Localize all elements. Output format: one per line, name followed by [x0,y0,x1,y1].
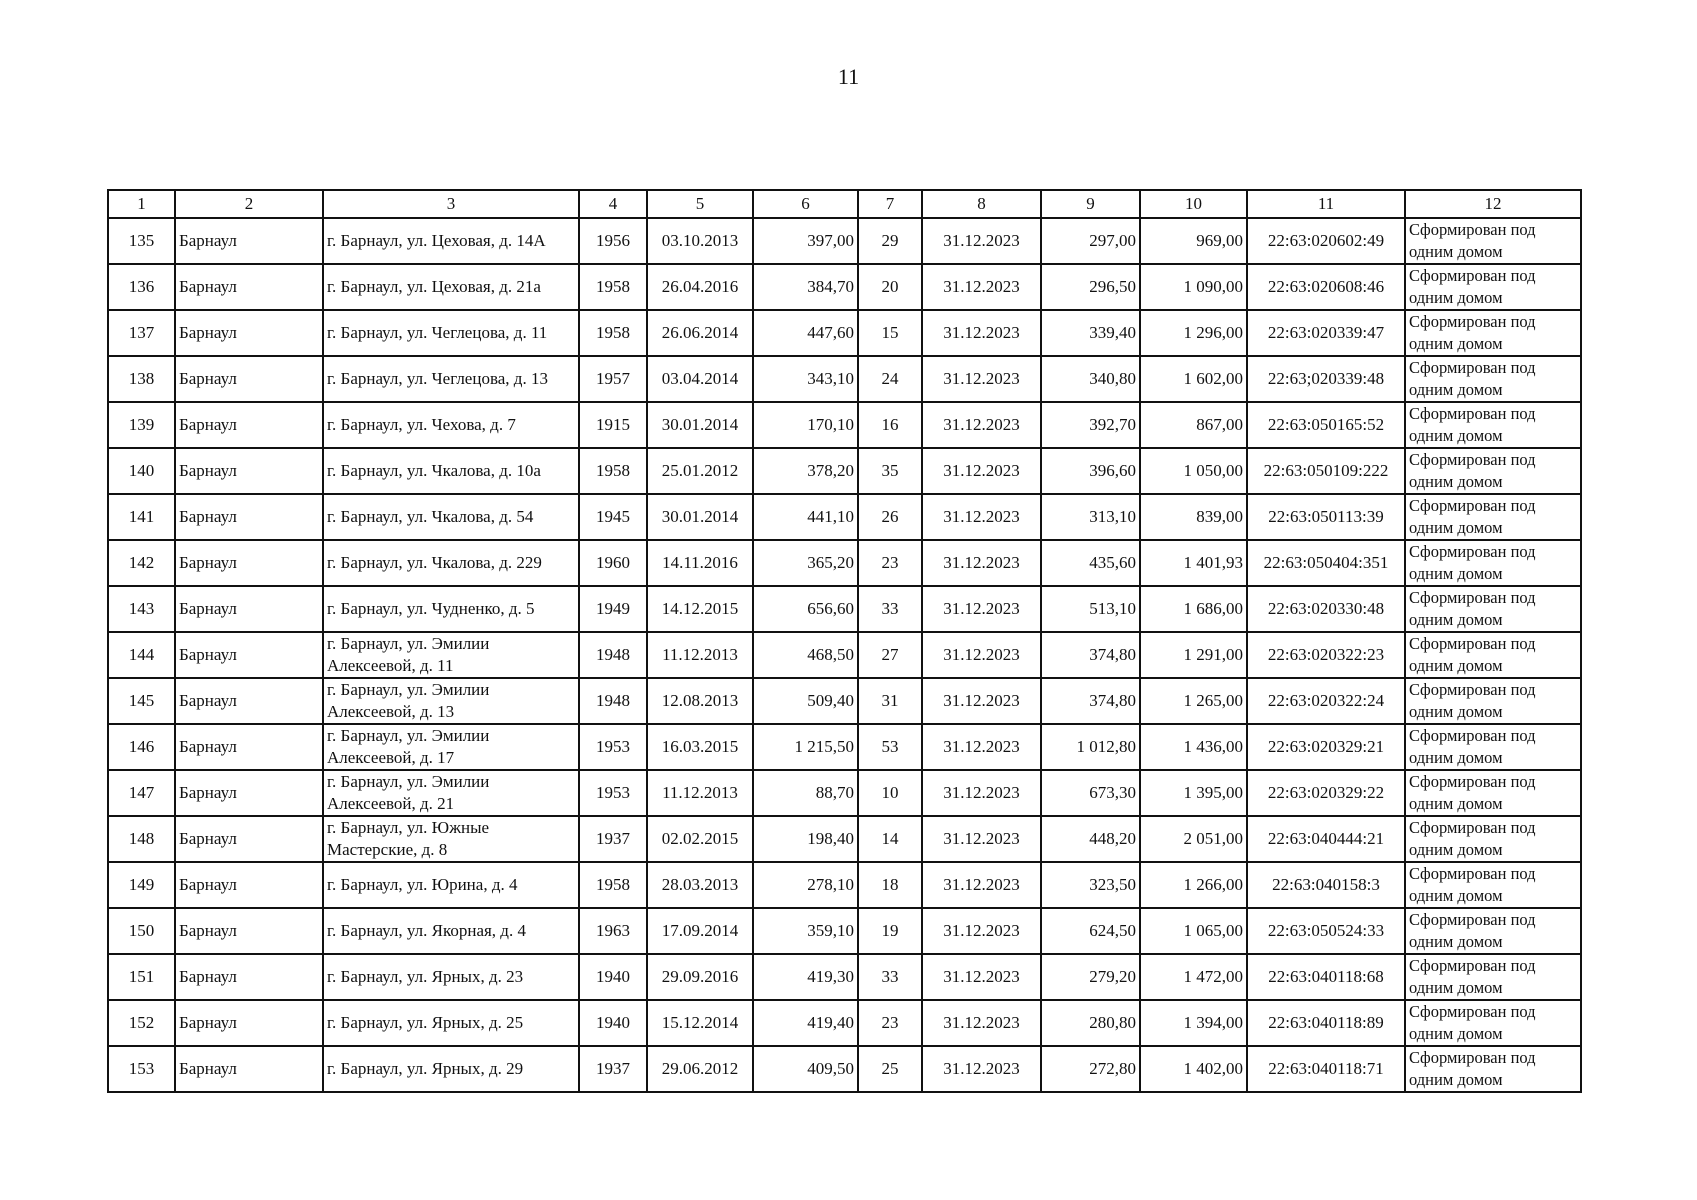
table-row [108,816,1581,862]
cell-year: 1957 [579,356,647,402]
cell-cadastral-number: 22:63:050165:52 [1247,402,1405,448]
cell-date: 29.09.2016 [647,954,753,1000]
cell-land-area: 1 436,00 [1140,724,1247,770]
cell-area: 384,70 [753,264,858,310]
cell-cadastral-number: 22:63:050524:33 [1247,908,1405,954]
table-row [108,678,1581,724]
cell-note: Сформирован под одним домом [1405,770,1581,816]
cell-year: 1915 [579,402,647,448]
table-row [108,356,1581,402]
cell-area: 365,20 [753,540,858,586]
table-row [108,586,1581,632]
cell-date: 12.08.2013 [647,678,753,724]
table-row [108,310,1581,356]
cell-note: Сформирован под одним домом [1405,586,1581,632]
cell-row-number: 143 [108,586,175,632]
cell-end-date: 31.12.2023 [922,218,1041,264]
header-row [108,190,1581,218]
cell-year: 1949 [579,586,647,632]
cell-address: г. Барнаул, ул. Чкалова, д. 10а [323,448,579,494]
cell-land-area: 1 602,00 [1140,356,1247,402]
cell-date: 14.12.2015 [647,586,753,632]
cell-city: Барнаул [175,678,323,724]
cell-end-date: 31.12.2023 [922,954,1041,1000]
cell-cadastral-number: 22:63:020322:24 [1247,678,1405,724]
cell-address: г. Барнаул, ул. Чеглецова, д. 13 [323,356,579,402]
cell-row-number: 137 [108,310,175,356]
cell-note: Сформирован под одним домом [1405,908,1581,954]
cell-cadastral-number: 22:63:040444:21 [1247,816,1405,862]
cell-year: 1958 [579,862,647,908]
cell-date: 26.04.2016 [647,264,753,310]
cell-area: 170,10 [753,402,858,448]
cell-year: 1960 [579,540,647,586]
cell-note: Сформирован под одним домом [1405,816,1581,862]
table-row [108,1046,1581,1092]
cell-address: г. Барнаул, ул. Эмилии Алексеевой, д. 21 [323,770,579,816]
cell-end-date: 31.12.2023 [922,1000,1041,1046]
cell-row-number: 144 [108,632,175,678]
cell-cadastral-number: 22:63:040158:3 [1247,862,1405,908]
cell-end-date: 31.12.2023 [922,816,1041,862]
cell-city: Барнаул [175,356,323,402]
cell-cadastral-number: 22:63:050404:351 [1247,540,1405,586]
cell-area-2: 297,00 [1041,218,1140,264]
cell-note: Сформирован под одним домом [1405,632,1581,678]
cell-city: Барнаул [175,448,323,494]
cell-date: 15.12.2014 [647,1000,753,1046]
cell-end-date: 31.12.2023 [922,310,1041,356]
table-row [108,724,1581,770]
table-row [108,862,1581,908]
cell-note: Сформирован под одним домом [1405,218,1581,264]
cell-land-area: 1 472,00 [1140,954,1247,1000]
cell-count: 15 [858,310,922,356]
cell-area: 468,50 [753,632,858,678]
cell-cadastral-number: 22:63:020608:46 [1247,264,1405,310]
cell-year: 1958 [579,310,647,356]
cell-area: 509,40 [753,678,858,724]
cell-note: Сформирован под одним домом [1405,448,1581,494]
cell-area-2: 323,50 [1041,862,1140,908]
cell-area-2: 392,70 [1041,402,1140,448]
cell-note: Сформирован под одним домом [1405,1000,1581,1046]
cell-note: Сформирован под одним домом [1405,862,1581,908]
cell-land-area: 1 266,00 [1140,862,1247,908]
cell-area-2: 448,20 [1041,816,1140,862]
cell-row-number: 149 [108,862,175,908]
cell-note: Сформирован под одним домом [1405,540,1581,586]
cell-end-date: 31.12.2023 [922,494,1041,540]
cell-city: Барнаул [175,264,323,310]
cell-count: 29 [858,218,922,264]
cell-land-area: 1 265,00 [1140,678,1247,724]
cell-count: 35 [858,448,922,494]
cell-count: 27 [858,632,922,678]
cell-count: 33 [858,954,922,1000]
cell-end-date: 31.12.2023 [922,1046,1041,1092]
cell-area: 419,40 [753,1000,858,1046]
cell-count: 33 [858,586,922,632]
cell-city: Барнаул [175,862,323,908]
cell-land-area: 867,00 [1140,402,1247,448]
cell-land-area: 1 402,00 [1140,1046,1247,1092]
cell-date: 03.04.2014 [647,356,753,402]
cell-area-2: 280,80 [1041,1000,1140,1046]
cell-year: 1937 [579,1046,647,1092]
cell-address: г. Барнаул, ул. Эмилии Алексеевой, д. 11 [323,632,579,678]
cell-area: 441,10 [753,494,858,540]
table-row [108,402,1581,448]
cell-area-2: 624,50 [1041,908,1140,954]
column-header: 3 [323,190,579,218]
cell-date: 14.11.2016 [647,540,753,586]
cell-cadastral-number: 22:63:020329:21 [1247,724,1405,770]
cell-year: 1953 [579,770,647,816]
cell-area: 88,70 [753,770,858,816]
cell-count: 23 [858,540,922,586]
cell-city: Барнаул [175,632,323,678]
cell-row-number: 135 [108,218,175,264]
cell-area: 409,50 [753,1046,858,1092]
cell-land-area: 1 394,00 [1140,1000,1247,1046]
cell-count: 31 [858,678,922,724]
cell-city: Барнаул [175,218,323,264]
cell-address: г. Барнаул, ул. Чехова, д. 7 [323,402,579,448]
cell-count: 20 [858,264,922,310]
cell-city: Барнаул [175,770,323,816]
table-row [108,218,1581,264]
cell-cadastral-number: 22:63:040118:71 [1247,1046,1405,1092]
cell-date: 26.06.2014 [647,310,753,356]
cell-end-date: 31.12.2023 [922,862,1041,908]
cell-land-area: 969,00 [1140,218,1247,264]
cell-count: 18 [858,862,922,908]
cell-end-date: 31.12.2023 [922,724,1041,770]
cell-cadastral-number: 22:63:020329:22 [1247,770,1405,816]
cell-end-date: 31.12.2023 [922,448,1041,494]
cell-address: г. Барнаул, ул. Цеховая, д. 14А [323,218,579,264]
cell-count: 10 [858,770,922,816]
cell-city: Барнаул [175,954,323,1000]
cell-row-number: 139 [108,402,175,448]
cell-address: г. Барнаул, ул. Ярных, д. 25 [323,1000,579,1046]
cell-cadastral-number: 22:63:050109:222 [1247,448,1405,494]
cell-note: Сформирован под одним домом [1405,1046,1581,1092]
cell-year: 1948 [579,678,647,724]
cell-date: 25.01.2012 [647,448,753,494]
cell-area: 378,20 [753,448,858,494]
cell-address: г. Барнаул, ул. Эмилии Алексеевой, д. 13 [323,678,579,724]
table-row [108,540,1581,586]
table-row [108,264,1581,310]
cell-area-2: 313,10 [1041,494,1140,540]
cell-area-2: 673,30 [1041,770,1140,816]
cell-cadastral-number: 22:63:020330:48 [1247,586,1405,632]
cell-city: Барнаул [175,402,323,448]
cell-end-date: 31.12.2023 [922,402,1041,448]
cell-year: 1953 [579,724,647,770]
cell-row-number: 142 [108,540,175,586]
cell-address: г. Барнаул, ул. Юрина, д. 4 [323,862,579,908]
cell-cadastral-number: 22:63:040118:89 [1247,1000,1405,1046]
cell-count: 25 [858,1046,922,1092]
cell-address: г. Барнаул, ул. Чудненко, д. 5 [323,586,579,632]
column-header: 7 [858,190,922,218]
cell-address: г. Барнаул, ул. Чкалова, д. 54 [323,494,579,540]
cell-end-date: 31.12.2023 [922,770,1041,816]
column-header: 11 [1247,190,1405,218]
cell-city: Барнаул [175,310,323,356]
column-header: 6 [753,190,858,218]
cell-count: 23 [858,1000,922,1046]
cell-area: 278,10 [753,862,858,908]
cell-end-date: 31.12.2023 [922,908,1041,954]
cell-land-area: 1 296,00 [1140,310,1247,356]
cell-area-2: 272,80 [1041,1046,1140,1092]
table-body [108,218,1581,1092]
cell-year: 1937 [579,816,647,862]
cell-year: 1956 [579,218,647,264]
cell-row-number: 136 [108,264,175,310]
cell-land-area: 2 051,00 [1140,816,1247,862]
cell-year: 1958 [579,264,647,310]
cell-note: Сформирован под одним домом [1405,310,1581,356]
cell-end-date: 31.12.2023 [922,678,1041,724]
table-row [108,770,1581,816]
cell-count: 24 [858,356,922,402]
cell-row-number: 153 [108,1046,175,1092]
cell-count: 53 [858,724,922,770]
cell-note: Сформирован под одним домом [1405,954,1581,1000]
cell-land-area: 1 395,00 [1140,770,1247,816]
table-row [108,632,1581,678]
cell-note: Сформирован под одним домом [1405,356,1581,402]
cell-area-2: 435,60 [1041,540,1140,586]
cell-address: г. Барнаул, ул. Чкалова, д. 229 [323,540,579,586]
column-header: 12 [1405,190,1581,218]
cell-date: 17.09.2014 [647,908,753,954]
cell-cadastral-number: 22:63:020339:47 [1247,310,1405,356]
cell-year: 1948 [579,632,647,678]
cell-city: Барнаул [175,908,323,954]
cell-row-number: 146 [108,724,175,770]
cell-date: 30.01.2014 [647,402,753,448]
cell-date: 28.03.2013 [647,862,753,908]
cell-area-2: 279,20 [1041,954,1140,1000]
table-row [108,494,1581,540]
cell-area-2: 374,80 [1041,632,1140,678]
cell-address: г. Барнаул, ул. Эмилии Алексеевой, д. 17 [323,724,579,770]
column-header: 1 [108,190,175,218]
cell-land-area: 1 291,00 [1140,632,1247,678]
cell-land-area: 1 686,00 [1140,586,1247,632]
cell-area: 359,10 [753,908,858,954]
cell-cadastral-number: 22:63:020322:23 [1247,632,1405,678]
column-header: 9 [1041,190,1140,218]
cell-area: 343,10 [753,356,858,402]
cell-cadastral-number: 22:63:020602:49 [1247,218,1405,264]
cell-city: Барнаул [175,816,323,862]
cell-year: 1958 [579,448,647,494]
cell-date: 29.06.2012 [647,1046,753,1092]
cell-land-area: 839,00 [1140,494,1247,540]
cell-year: 1963 [579,908,647,954]
cell-land-area: 1 065,00 [1140,908,1247,954]
cell-date: 30.01.2014 [647,494,753,540]
cell-area-2: 1 012,80 [1041,724,1140,770]
cell-cadastral-number: 22:63:050113:39 [1247,494,1405,540]
column-header: 4 [579,190,647,218]
cell-address: г. Барнаул, ул. Ярных, д. 23 [323,954,579,1000]
cell-address: г. Барнаул, ул. Цеховая, д. 21а [323,264,579,310]
cell-address: г. Барнаул, ул. Чеглецова, д. 11 [323,310,579,356]
cell-date: 16.03.2015 [647,724,753,770]
column-header: 10 [1140,190,1247,218]
cell-end-date: 31.12.2023 [922,586,1041,632]
cell-year: 1945 [579,494,647,540]
cell-end-date: 31.12.2023 [922,356,1041,402]
cell-date: 03.10.2013 [647,218,753,264]
cell-note: Сформирован под одним домом [1405,724,1581,770]
cell-area: 1 215,50 [753,724,858,770]
cell-year: 1940 [579,954,647,1000]
cell-date: 02.02.2015 [647,816,753,862]
table-row [108,908,1581,954]
cell-count: 14 [858,816,922,862]
page-number: 11 [837,64,860,89]
cell-area-2: 374,80 [1041,678,1140,724]
cell-cadastral-number: 22:63:040118:68 [1247,954,1405,1000]
cell-note: Сформирован под одним домом [1405,678,1581,724]
cell-area: 656,60 [753,586,858,632]
cell-address: г. Барнаул, ул. Ярных, д. 29 [323,1046,579,1092]
cell-row-number: 152 [108,1000,175,1046]
cell-note: Сформирован под одним домом [1405,402,1581,448]
cell-land-area: 1 401,93 [1140,540,1247,586]
cell-row-number: 148 [108,816,175,862]
cell-city: Барнаул [175,494,323,540]
cell-area-2: 340,80 [1041,356,1140,402]
cell-area: 397,00 [753,218,858,264]
cell-end-date: 31.12.2023 [922,540,1041,586]
cell-land-area: 1 090,00 [1140,264,1247,310]
cell-date: 11.12.2013 [647,632,753,678]
cell-row-number: 140 [108,448,175,494]
cell-land-area: 1 050,00 [1140,448,1247,494]
cell-area: 419,30 [753,954,858,1000]
cell-count: 26 [858,494,922,540]
cell-area-2: 339,40 [1041,310,1140,356]
cell-count: 19 [858,908,922,954]
cell-city: Барнаул [175,1046,323,1092]
cell-row-number: 151 [108,954,175,1000]
cell-end-date: 31.12.2023 [922,264,1041,310]
cell-city: Барнаул [175,540,323,586]
cell-area: 447,60 [753,310,858,356]
cell-row-number: 145 [108,678,175,724]
cell-year: 1940 [579,1000,647,1046]
table-row [108,1000,1581,1046]
cell-end-date: 31.12.2023 [922,632,1041,678]
cell-city: Барнаул [175,586,323,632]
cell-area-2: 396,60 [1041,448,1140,494]
table-row [108,448,1581,494]
cell-date: 11.12.2013 [647,770,753,816]
cell-address: г. Барнаул, ул. Якорная, д. 4 [323,908,579,954]
cell-row-number: 150 [108,908,175,954]
cell-row-number: 138 [108,356,175,402]
registry-table [107,189,1582,1093]
column-header: 5 [647,190,753,218]
cell-count: 16 [858,402,922,448]
table-row [108,954,1581,1000]
cell-cadastral-number: 22:63;020339:48 [1247,356,1405,402]
cell-address: г. Барнаул, ул. Южные Мастерские, д. 8 [323,816,579,862]
cell-row-number: 147 [108,770,175,816]
cell-city: Барнаул [175,724,323,770]
cell-area-2: 513,10 [1041,586,1140,632]
column-header: 2 [175,190,323,218]
cell-note: Сформирован под одним домом [1405,264,1581,310]
cell-row-number: 141 [108,494,175,540]
column-header: 8 [922,190,1041,218]
cell-city: Барнаул [175,1000,323,1046]
cell-area: 198,40 [753,816,858,862]
cell-area-2: 296,50 [1041,264,1140,310]
cell-note: Сформирован под одним домом [1405,494,1581,540]
